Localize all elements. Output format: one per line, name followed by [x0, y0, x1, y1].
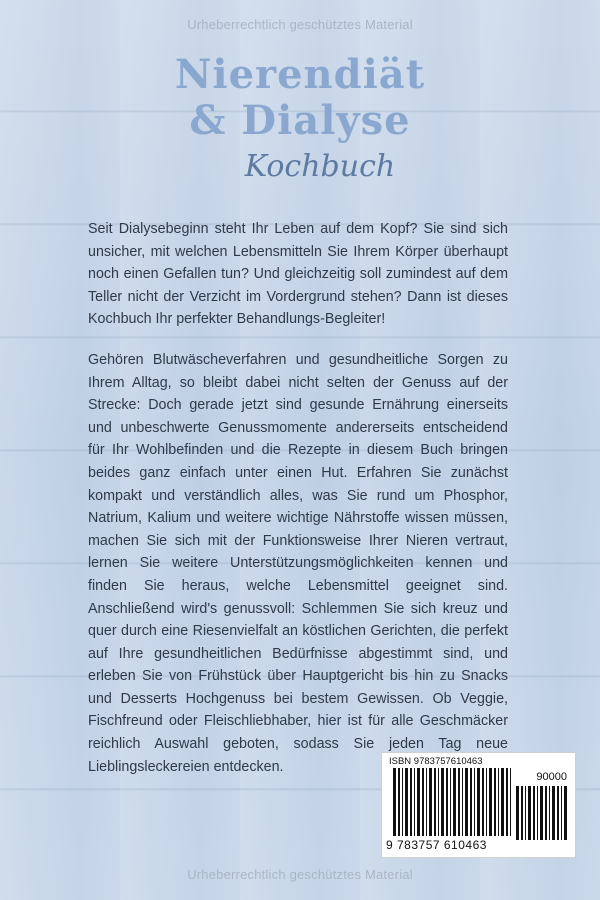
barcode-bar [557, 786, 559, 840]
barcode-bar [549, 786, 550, 840]
title-line-2: & Dialyse [189, 97, 411, 144]
subtitle: Kochbuch [244, 149, 396, 184]
barcode-bar [426, 768, 427, 836]
barcode-bar [521, 786, 523, 840]
price-barcode [516, 786, 568, 840]
barcode-bar [402, 768, 403, 836]
barcode-bar [462, 768, 463, 836]
isbn-label: ISBN 9783757610463 [389, 756, 483, 767]
barcode-bar [501, 768, 504, 836]
barcode-bar [398, 768, 400, 836]
barcode-bar [552, 786, 555, 840]
barcode-bar [458, 768, 460, 836]
barcode-bar [482, 768, 484, 836]
barcode-bar [465, 768, 468, 836]
barcode-bar [516, 786, 519, 840]
barcode-bar [506, 768, 508, 836]
barcode-bar [564, 786, 567, 840]
barcode-bar [453, 768, 456, 836]
barcode-bar [393, 768, 396, 836]
barcode-bar [528, 786, 531, 840]
barcode-bar [414, 768, 415, 836]
barcode-bar [441, 768, 444, 836]
barcode-bar [446, 768, 448, 836]
barcode-bar [474, 768, 475, 836]
barcode-bar [537, 786, 538, 840]
barcode-bar [470, 768, 472, 836]
barcode-bar [417, 768, 420, 836]
barcode-bar [486, 768, 487, 836]
watermark-bottom: Urheberrechtlich geschütztes Material [187, 867, 413, 882]
barcode-bar [498, 768, 499, 836]
barcode-bar [438, 768, 439, 836]
title-line-1: Nierendiät [174, 51, 426, 98]
barcode-bar [540, 786, 543, 840]
barcode-bar [450, 768, 451, 836]
barcode-bar [410, 768, 412, 836]
barcode-bar [494, 768, 496, 836]
blurb-paragraph-2: Gehören Blutwäscheverfahren und gesundheitliche Sorgen zu Ihrem Alltag, so bleibt dabei nicht selten der Genuss auf der Strecke: Doch gerade jetzt sind gesunde Ernährung einerseits und unbeschwerte Genussmomente andererseits entscheidend für Ihr Wohlbefinden und die Rezepte in diesem Buch bringen beides ganz einfach unter einen Hut. Erfahren Sie zunächst kompakt und verständlich alles, was Sie rund um Phosphor, Natrium, Kalium und weitere wichtige Nährstoffe wissen müssen, machen Sie sich mit der Funktionsweise Ihrer Nieren vertraut, lernen Sie weitere Unterstützungsmöglichkeiten kennen und finden Sie heraus, welche Lebensmittel geeignet sind. Anschließend wird's genussvoll: Schlemmen Sie sich kreuz und quer durch eine Riesenvielfalt an köstlichen Gerichten, die perfekt auf Ihre gesundheitlichen Bedürfnisse abgestimmt sind, und erleben Sie von Frühstück über Hauptgericht bis hin zu Snacks und Desserts Hochgenuss bei bestem Gewissen. Ob Veggie, Fischfreund oder Fleischliebhaber, hier ist für alle Geschmäcker reichlich Auswahl geboten, sodass Sie jeden Tag neue Lieblingsleckereien entdecken. [88, 351, 508, 775]
barcode-bar [510, 768, 511, 836]
barcode-bar [545, 786, 547, 840]
barcode-bar [429, 768, 432, 836]
cover-title-block [0, 52, 600, 184]
blurb [88, 218, 508, 796]
barcode-bar [477, 768, 480, 836]
price-code: 90000 [536, 771, 567, 783]
barcode-bar [533, 786, 535, 840]
barcode-bar [525, 786, 526, 840]
barcode-bar [489, 768, 492, 836]
barcode-box [381, 752, 576, 858]
barcode-bar [561, 786, 562, 840]
watermark-top: Urheberrechtlich geschütztes Material [187, 17, 413, 32]
barcode-bar [422, 768, 424, 836]
blurb-paragraph-1: Seit Dialysebeginn steht Ihr Leben auf dem Kopf? Sie sind sich unsicher, mit welchen Lebensmitteln Sie Ihrem Körper überhaupt noch einen Gefallen tun? Und gleichzeitig soll zumindest auf dem Teller nicht der Verzicht im Vordergrund stehen? Dann ist dieses Kochbuch Ihr perfekter Behandlungs-Begleiter! [88, 221, 508, 328]
barcode-digits: 9 783757 610463 [386, 838, 487, 852]
barcode-bar [405, 768, 408, 836]
ean-barcode [393, 768, 513, 840]
barcode-bar [434, 768, 436, 836]
